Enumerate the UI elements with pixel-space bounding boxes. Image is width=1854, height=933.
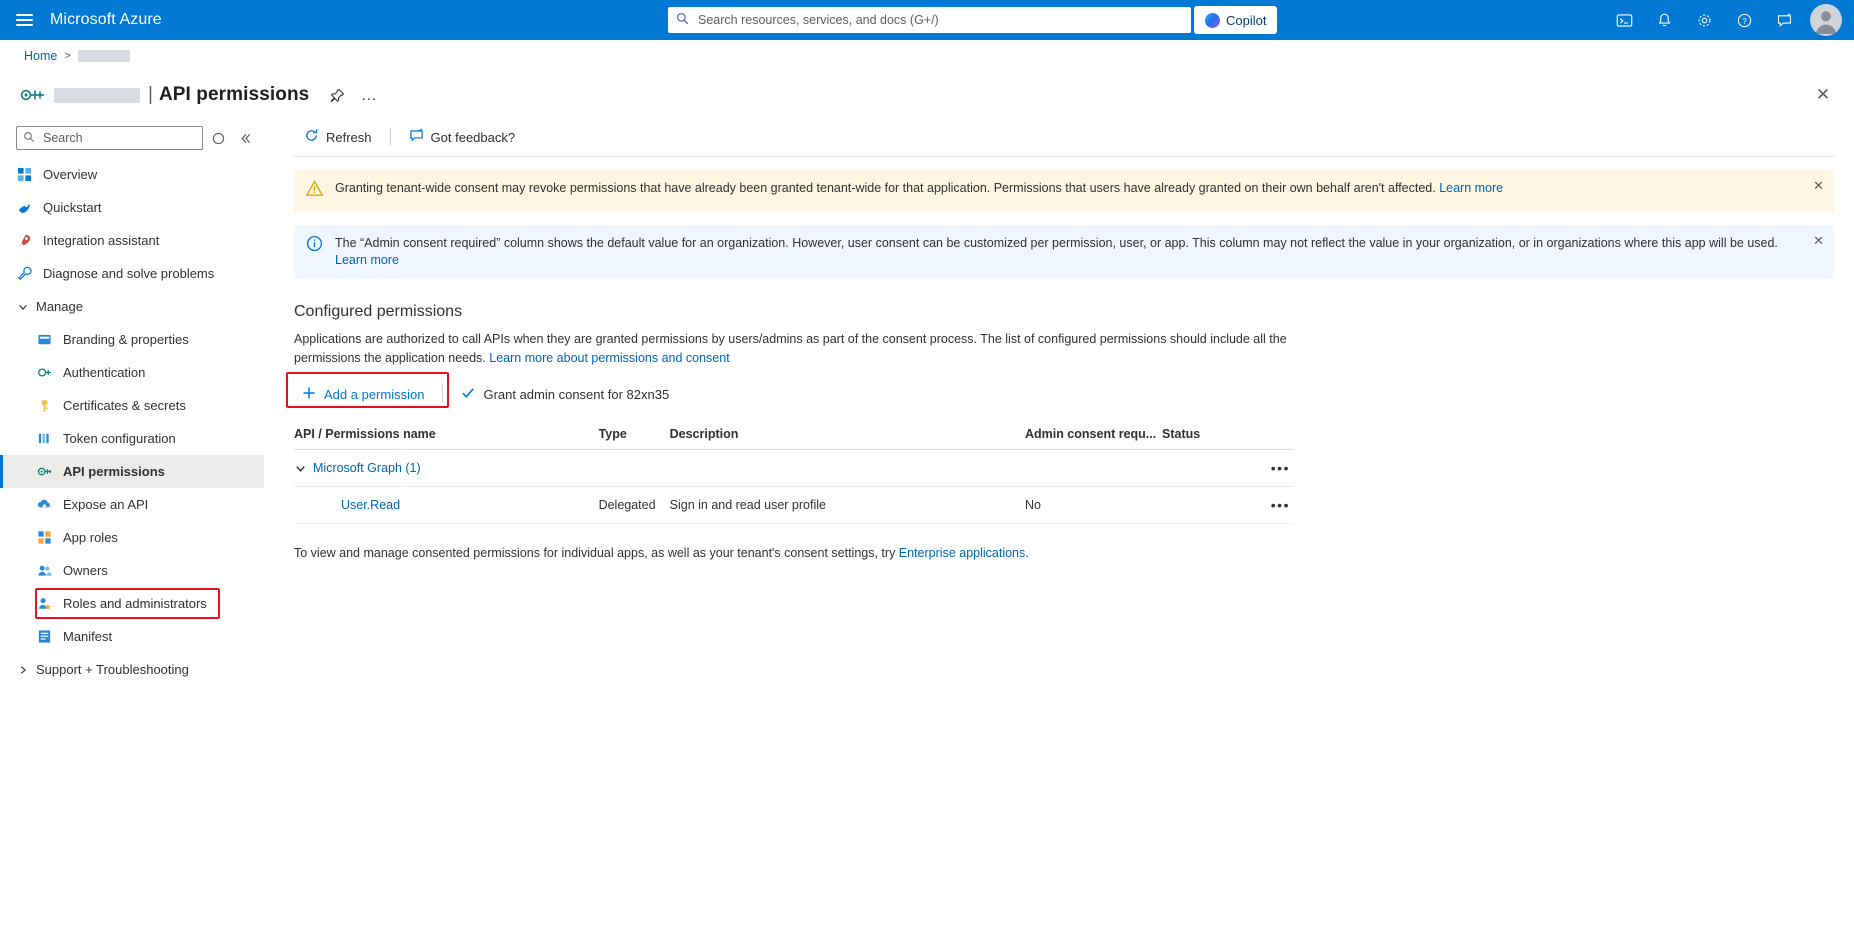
close-icon[interactable]: ✕ bbox=[1813, 233, 1824, 248]
grant-admin-consent-label: Grant admin consent for 82xn35 bbox=[483, 386, 670, 402]
permissions-table-header-row bbox=[294, 427, 1294, 450]
permission-row-menu[interactable] bbox=[1253, 487, 1294, 524]
warning-banner-text: Granting tenant-wide consent may revoke permissions that have already been granted tenant-wide for that application. Permissions that users have already granted on their own behalf aren't affected. bbox=[335, 181, 1436, 195]
configured-permissions-heading: Configured permissions bbox=[294, 303, 463, 320]
sidebar-item-label: Authentication bbox=[63, 365, 146, 380]
sidebar-item-authentication[interactable] bbox=[0, 356, 264, 389]
group-type-cell bbox=[599, 450, 670, 487]
sidebar-item-branding-and-properties[interactable] bbox=[0, 323, 264, 356]
sidebar-item-integration-assistant[interactable] bbox=[0, 224, 264, 257]
sidebar-item-label: Owners bbox=[63, 563, 108, 578]
svg-text:?: ? bbox=[1741, 16, 1747, 26]
sidebar-item-label: Expose an API bbox=[63, 497, 149, 512]
sidebar-item-label: Integration assistant bbox=[43, 233, 160, 248]
search-icon bbox=[23, 130, 35, 146]
group-description-cell bbox=[670, 450, 1025, 487]
footnote-text: To view and manage consented permissions for individual apps, as well as your tenant's consent settings, try bbox=[294, 546, 899, 560]
sidebar-item-label: Diagnose and solve problems bbox=[43, 266, 215, 281]
azure-brand-title[interactable]: Microsoft Azure bbox=[50, 11, 162, 28]
configured-permissions-description-text: Applications are authorized to call APIs when they are granted permissions by users/admins as part of the consent process. The list of configured permissions should include all the permissions the application needs. bbox=[294, 332, 1287, 365]
permissions-consent-learn-more-link[interactable]: Learn more about permissions and consent bbox=[489, 351, 730, 365]
group-admin-consent-cell bbox=[1025, 450, 1162, 487]
sidebar-item-label: Roles and administrators bbox=[63, 596, 207, 611]
cloud-shell-icon[interactable] bbox=[1604, 0, 1644, 40]
breadcrumb-separator: > bbox=[64, 50, 71, 62]
page-header-actions bbox=[323, 81, 383, 109]
overview-icon bbox=[16, 166, 33, 183]
info-icon bbox=[306, 235, 326, 257]
permission-status-cell bbox=[1162, 487, 1253, 524]
group-status-cell bbox=[1162, 450, 1253, 487]
pin-icon[interactable] bbox=[323, 81, 351, 109]
permission-name-cell bbox=[294, 487, 599, 524]
sidebar-group-manage[interactable] bbox=[0, 290, 264, 323]
enterprise-applications-link[interactable]: Enterprise applications bbox=[898, 546, 1026, 560]
table-row[interactable] bbox=[294, 487, 1294, 524]
sidebar-item-quickstart[interactable] bbox=[0, 191, 264, 224]
notifications-bell-icon[interactable] bbox=[1644, 0, 1684, 40]
table-row[interactable] bbox=[294, 450, 1294, 487]
sidebar-item-label: Overview bbox=[43, 167, 98, 182]
wrench-icon bbox=[16, 265, 33, 282]
manifest-icon bbox=[36, 628, 53, 645]
branding-icon bbox=[36, 331, 53, 348]
warning-banner-learn-more-link[interactable]: Learn more bbox=[1439, 181, 1504, 195]
collapse-sidebar-icon[interactable] bbox=[235, 127, 256, 149]
page-header bbox=[0, 72, 1854, 118]
breadcrumb bbox=[0, 40, 1854, 72]
chevron-right-icon bbox=[16, 665, 30, 675]
sidebar-item-label: Branding & properties bbox=[63, 332, 189, 347]
breadcrumb-redacted-app-name bbox=[78, 50, 130, 62]
sidebar-item-label: Quickstart bbox=[43, 200, 102, 215]
info-banner-text-wrap bbox=[335, 235, 1822, 269]
chevron-down-icon bbox=[16, 302, 30, 312]
permissions-action-row bbox=[294, 379, 1834, 409]
permission-type-cell: Delegated bbox=[599, 487, 670, 524]
configured-permissions-description bbox=[294, 330, 1304, 368]
command-bar-divider bbox=[390, 128, 391, 146]
action-row-divider bbox=[442, 385, 443, 403]
enterprise-applications-footnote bbox=[294, 546, 1834, 560]
ellipsis-icon[interactable]: ••• bbox=[1270, 497, 1290, 513]
warning-banner-text-wrap bbox=[335, 180, 1822, 197]
ellipsis-icon[interactable]: ••• bbox=[1270, 460, 1290, 476]
token-icon bbox=[36, 430, 53, 447]
column-header-type: Type bbox=[599, 427, 670, 450]
sidebar-item-certificates-and-secrets[interactable] bbox=[0, 389, 264, 422]
sidebar-item-owners[interactable] bbox=[0, 554, 264, 587]
sidebar-group-label: Manage bbox=[36, 299, 83, 314]
column-header-name: API / Permissions name bbox=[294, 427, 599, 450]
global-search-box[interactable] bbox=[668, 7, 1191, 33]
close-icon[interactable]: ✕ bbox=[1813, 178, 1824, 193]
warning-icon bbox=[306, 180, 326, 202]
sidebar-item-label: Token configuration bbox=[63, 431, 176, 446]
breadcrumb-home[interactable]: Home bbox=[24, 49, 58, 63]
account-avatar[interactable] bbox=[1810, 4, 1842, 36]
sidebar-item-label: Manifest bbox=[63, 629, 113, 644]
sidebar-item-api-permissions[interactable] bbox=[0, 455, 264, 488]
refresh-label: Refresh bbox=[326, 129, 372, 145]
key-icon bbox=[36, 397, 53, 414]
sidebar-item-token-configuration[interactable] bbox=[0, 422, 264, 455]
settings-gear-icon[interactable] bbox=[1684, 0, 1724, 40]
feedback-icon[interactable] bbox=[1764, 0, 1804, 40]
top-bar-icon-group bbox=[1604, 0, 1846, 40]
refresh-button[interactable] bbox=[294, 123, 382, 151]
app-roles-icon bbox=[36, 529, 53, 546]
admin-consent-info-banner bbox=[294, 225, 1834, 279]
api-permissions-icon bbox=[36, 463, 53, 480]
permissions-table-head bbox=[294, 427, 1294, 450]
tenant-consent-warning-banner bbox=[294, 170, 1834, 212]
menu-hamburger-icon[interactable] bbox=[0, 0, 48, 40]
sidebar-item-label: Certificates & secrets bbox=[63, 398, 186, 413]
rocket-icon bbox=[16, 232, 33, 249]
copilot-icon bbox=[1205, 13, 1220, 28]
help-icon[interactable] bbox=[1724, 0, 1764, 40]
owners-icon bbox=[36, 562, 53, 579]
sidebar-group-support-troubleshooting[interactable] bbox=[0, 653, 264, 686]
sidebar-item-manifest[interactable] bbox=[0, 620, 264, 653]
top-navigation-bar bbox=[0, 0, 1854, 40]
search-icon bbox=[676, 12, 689, 28]
sidebar-search-row bbox=[0, 126, 264, 150]
api-group-cell bbox=[294, 450, 599, 487]
permission-description-cell: Sign in and read user profile bbox=[670, 487, 1025, 524]
column-header-menu bbox=[1253, 427, 1294, 450]
resource-menu-sidebar bbox=[0, 118, 264, 933]
expose-api-icon bbox=[36, 496, 53, 513]
sidebar-item-roles-and-administrators[interactable] bbox=[0, 587, 264, 620]
grant-admin-consent-button[interactable] bbox=[453, 382, 677, 407]
got-feedback-label: Got feedback? bbox=[430, 129, 516, 145]
sidebar-item-label: API permissions bbox=[63, 464, 165, 479]
configured-permissions-table bbox=[294, 427, 1294, 524]
command-bar-underline bbox=[294, 156, 1834, 157]
sidebar-search-box[interactable] bbox=[16, 126, 203, 150]
main-content bbox=[264, 118, 1854, 933]
permission-user-read-link[interactable]: User.Read bbox=[341, 498, 401, 512]
copilot-label: Copilot bbox=[1226, 12, 1267, 28]
close-blade-button[interactable]: ✕ bbox=[1815, 85, 1831, 104]
roles-admins-icon bbox=[36, 595, 53, 612]
permission-admin-consent-cell: No bbox=[1025, 487, 1162, 524]
column-header-status: Status bbox=[1162, 427, 1253, 450]
sidebar-group-label: Support + Troubleshooting bbox=[36, 662, 189, 677]
feedback-icon bbox=[409, 128, 424, 146]
chevron-down-icon[interactable] bbox=[294, 462, 307, 475]
sidebar-item-expose-an-api[interactable] bbox=[0, 488, 264, 521]
footnote-end: . bbox=[1025, 546, 1029, 560]
sidebar-item-app-roles[interactable] bbox=[0, 521, 264, 554]
sidebar-item-overview[interactable] bbox=[0, 158, 264, 191]
permissions-table-body bbox=[294, 450, 1294, 524]
sidebar-search-mode-icon[interactable] bbox=[209, 127, 230, 149]
quickstart-icon bbox=[16, 199, 33, 216]
group-row-menu[interactable] bbox=[1253, 450, 1294, 487]
title-separator: | bbox=[148, 84, 153, 105]
global-search-input[interactable] bbox=[696, 12, 1183, 28]
sidebar-item-label: App roles bbox=[63, 530, 118, 545]
refresh-icon bbox=[304, 128, 319, 146]
command-bar bbox=[284, 118, 1834, 156]
app-registration-icon bbox=[18, 80, 48, 110]
info-banner-learn-more-link[interactable]: Learn more bbox=[335, 253, 399, 267]
plus-icon bbox=[302, 386, 316, 403]
checkmark-icon bbox=[461, 386, 475, 403]
add-a-permission-label: Add a permission bbox=[324, 386, 425, 402]
add-a-permission-button[interactable] bbox=[294, 382, 432, 407]
column-header-admin-consent: Admin consent requ... bbox=[1025, 427, 1162, 450]
copilot-button[interactable] bbox=[1194, 6, 1277, 34]
page-body bbox=[0, 118, 1854, 933]
sidebar-search-input[interactable] bbox=[41, 130, 196, 146]
microsoft-graph-group-link[interactable]: Microsoft Graph (1) bbox=[313, 461, 421, 475]
got-feedback-button[interactable] bbox=[399, 123, 526, 151]
info-banner-text: The “Admin consent required” column shows the default value for an organization. However, user consent can be customized per permission, user, or app. This column may not reflect the value in your organization, or in organizations where this app will be used. bbox=[335, 236, 1778, 250]
page-title: API permissions bbox=[158, 84, 310, 105]
page-title-redacted-app-name bbox=[54, 88, 140, 103]
authentication-icon bbox=[36, 364, 53, 381]
column-header-description: Description bbox=[670, 427, 1025, 450]
sidebar-item-diagnose-and-solve-problems[interactable] bbox=[0, 257, 264, 290]
more-options-button[interactable]: ... bbox=[361, 86, 378, 104]
